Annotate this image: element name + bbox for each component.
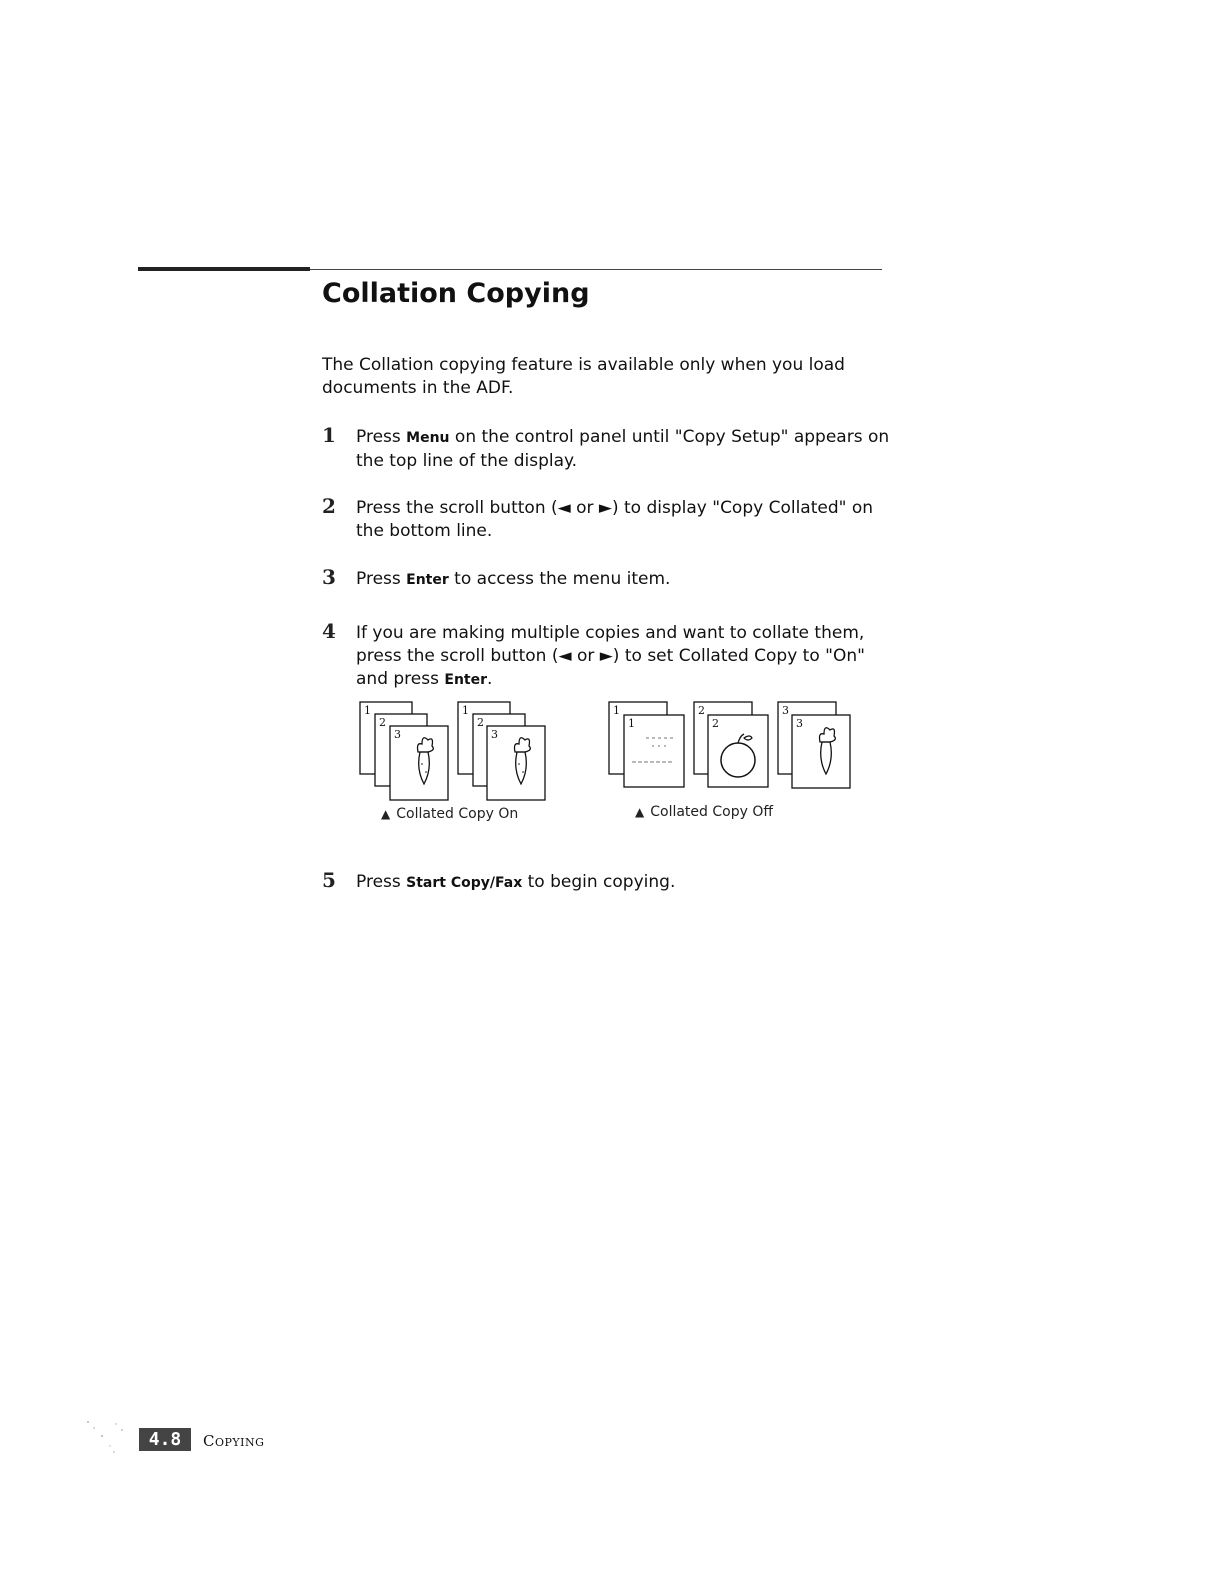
svg-text:1: 1 <box>628 717 635 730</box>
collated-on-illustration <box>358 700 553 805</box>
stack-page-2 <box>694 702 768 787</box>
svg-text:2: 2 <box>698 704 705 717</box>
page-title: Collation Copying <box>322 278 590 309</box>
scan-specks <box>84 1418 134 1458</box>
step-text: Press Menu on the control panel until "Copy Setup" appears on the top line of the display. <box>356 427 890 471</box>
keyword-start-copy-fax: Start Copy/Fax <box>406 875 523 891</box>
intro-paragraph: The Collation copying feature is available only when you load documents in the ADF. <box>322 355 845 398</box>
svg-text:3: 3 <box>491 728 498 741</box>
step-text: Press Enter to access the menu item. <box>356 569 671 589</box>
header-rule-thick <box>138 267 310 271</box>
svg-text:2: 2 <box>712 717 719 730</box>
page-number: 4.8 <box>148 1429 182 1450</box>
svg-text:1: 1 <box>364 704 371 717</box>
copy-set-1 <box>360 702 448 800</box>
step-number: 3 <box>322 565 336 589</box>
stack-page-3 <box>778 702 850 788</box>
step-text: Press the scroll button (◄ or ►) to display "Copy Collated" on the bottom line. <box>356 498 874 541</box>
section-label: Copying <box>203 1432 265 1450</box>
step-number: 1 <box>322 423 336 447</box>
step-number: 4 <box>322 619 336 643</box>
step-number: 5 <box>322 868 336 892</box>
stack-page-1 <box>609 702 684 787</box>
triangle-icon: ▲ <box>635 805 645 819</box>
collated-on-caption: ▲ Collated Copy On <box>381 806 519 822</box>
svg-text:2: 2 <box>477 716 484 729</box>
collated-off-caption: ▲ Collated Copy Off <box>635 804 774 820</box>
svg-text:3: 3 <box>782 704 789 717</box>
copy-set-2 <box>458 702 545 800</box>
keyword-menu: Menu <box>406 430 450 446</box>
svg-text:3: 3 <box>796 717 803 730</box>
triangle-icon: ▲ <box>381 807 391 821</box>
svg-text:2: 2 <box>379 716 386 729</box>
collated-off-illustration <box>606 700 856 795</box>
step-number: 2 <box>322 494 336 518</box>
header-rule-thin <box>310 269 882 270</box>
svg-text:1: 1 <box>613 704 620 717</box>
keyword-enter: Enter <box>444 672 487 688</box>
svg-text:1: 1 <box>462 704 469 717</box>
step-text: If you are making multiple copies and want to collate them, press the scroll button (◄ or ►) to set Collated Copy to "On" and press Enter. <box>356 623 865 689</box>
step-text: Press Start Copy/Fax to begin copying. <box>356 872 676 892</box>
svg-text:3: 3 <box>394 728 401 741</box>
keyword-enter: Enter <box>406 572 449 588</box>
